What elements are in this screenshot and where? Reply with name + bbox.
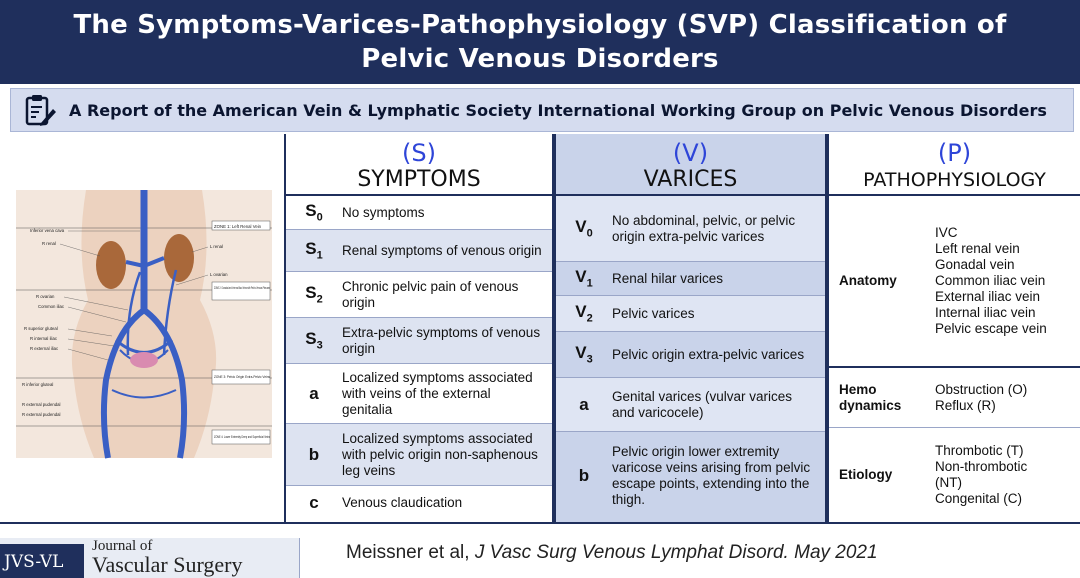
l-renal-label: L renal [210, 244, 223, 249]
row-text: Extra-pelvic symptoms of venous origin [342, 324, 541, 356]
row-code: $S_3$ [305, 329, 323, 352]
citation-journal: J Vasc Surg Venous Lymphat Disord. May 2021 [474, 542, 878, 563]
ivc-label: Inferior vena cava [30, 228, 65, 233]
row-code: $V_3$ [575, 343, 593, 366]
symptoms-title: SYMPTOMS [357, 167, 481, 192]
table-row [556, 296, 825, 332]
table-row [556, 432, 825, 520]
row-code: $V_2$ [575, 302, 593, 325]
table-row [286, 196, 552, 230]
table-row [556, 196, 825, 262]
row-text: Renal symptoms of venous origin [342, 242, 542, 258]
row-code: b [578, 466, 590, 485]
row-code: $V_0$ [575, 217, 593, 240]
row-text: No symptoms [342, 204, 425, 220]
varices-header [556, 134, 825, 196]
list-item: Common iliac vein [935, 273, 1046, 288]
row-text: Venous claudication [342, 495, 463, 510]
row-text: No abdominal, pelvic, or pelvic origin extra-pelvic varices [612, 212, 796, 244]
journal-line-2: Vascular Surgery [92, 552, 243, 577]
row-text: Renal hilar varices [612, 270, 724, 286]
table-row [286, 230, 552, 272]
r-ext-iliac-label: R external iliac [30, 346, 59, 351]
row-code: a [579, 394, 589, 414]
symptoms-column [284, 134, 554, 522]
pathophysiology-letter: (P) [937, 139, 972, 167]
hemodynamics-items [935, 382, 1027, 414]
row-text: Localized symptoms associated with pelvic origin non-saphenous leg veins [342, 430, 538, 478]
r-sup-gluteal-label: R superior gluteal [24, 326, 58, 331]
pelvic-vein-anatomy-illustration [16, 190, 272, 458]
list-item: Gonadal vein [935, 257, 1015, 272]
list-item: Non-thrombotic [935, 459, 1028, 474]
subtitle-text: A Report of the American Vein & Lymphatic Society International Working Group on Pelvic Venous Disorders [69, 100, 1047, 120]
list-item: Thrombotic (T) [935, 443, 1024, 458]
row-text: Pelvic varices [612, 305, 695, 321]
zone1-label: ZONE 1: Left Renal Vein [214, 224, 262, 229]
citation [346, 542, 878, 564]
row-code: $S_1$ [305, 239, 323, 262]
table-row [286, 272, 552, 318]
row-text: Localized symptoms associated with veins of the external genitalia [342, 369, 533, 417]
table-row [286, 318, 552, 364]
row-text: Chronic pelvic pain of venous origin [342, 278, 519, 310]
footer [0, 522, 1080, 577]
hemodynamics-row [829, 368, 1080, 428]
row-code: a [309, 383, 319, 403]
list-item: Congenital (C) [935, 491, 1023, 506]
list-item: Obstruction (O) [935, 381, 1028, 397]
pathophysiology-title: PATHOPHYSIOLOGY [863, 169, 1046, 191]
table-row [286, 424, 552, 486]
symptoms-header [286, 134, 552, 196]
varices-column [554, 134, 827, 522]
row-code: $V_1$ [575, 267, 593, 290]
title-line-1: The Symptoms-Varices-Pathophysiology (SVP) Classification of [73, 10, 1007, 40]
page-header [0, 0, 1080, 84]
journal-line-1: Journal of [92, 538, 153, 554]
etiology-row [829, 428, 1080, 522]
table-row [556, 332, 825, 378]
page-title [0, 0, 1080, 76]
list-item: Left renal vein [935, 241, 1020, 256]
table-row [556, 378, 825, 432]
list-item: (NT) [935, 475, 962, 490]
table-row [556, 262, 825, 296]
varices-letter: (V) [672, 139, 709, 167]
anatomy-items [935, 225, 1047, 337]
r-inf-gluteal-label: R inferior gluteal [22, 382, 54, 387]
row-code: $S_0$ [305, 201, 323, 224]
row-text: Pelvic origin extra-pelvic varices [612, 346, 805, 362]
zone2-label: ZONE 2: Gonadal and Internal Iliac Veins with Pelvic Venous Plexuses [214, 286, 271, 290]
clipboard-pen-icon [23, 93, 57, 127]
anatomy-drawing [16, 190, 272, 458]
anatomy-row [829, 196, 1080, 368]
table-row [286, 486, 552, 520]
l-ovarian-label: L ovarian [210, 272, 228, 277]
common-iliac-label: Common iliac [38, 304, 65, 309]
zone4-label: ZONE 4: Lower Extremity Deep and Superficial Veins [214, 435, 271, 439]
citation-author: Meissner et al, [346, 542, 475, 563]
pathophysiology-column [827, 134, 1080, 522]
row-text: Pelvic origin lower extremity varicose veins arising from pelvic escape points, extending into the thigh. [612, 444, 811, 507]
hemodynamics-label: Hemo dynamics [839, 381, 902, 413]
r-int-iliac-label: R internal iliac [30, 336, 57, 341]
zone3-label: ZONE 3: Pelvic Origin Extra-Pelvic Veins [214, 375, 271, 379]
row-text: Genital varices (vulvar varices and varicocele) [612, 388, 793, 420]
list-item: Reflux (R) [935, 397, 996, 413]
r-renal-label: R renal [42, 241, 56, 246]
row-code: b [308, 444, 320, 464]
row-code: $S_2$ [305, 283, 323, 306]
list-item: Pelvic escape vein [935, 321, 1047, 336]
etiology-items [935, 443, 1027, 507]
title-line-2: Pelvic Venous Disorders [361, 44, 719, 74]
anatomy-label: Anatomy [839, 273, 897, 288]
journal-abbr: JVS-VL [0, 544, 84, 578]
varices-title: VARICES [643, 167, 738, 192]
row-code: c [309, 493, 319, 512]
symptoms-letter: (S) [402, 139, 436, 167]
list-item: External iliac vein [935, 289, 1041, 304]
journal-logo [0, 538, 300, 578]
etiology-label: Etiology [839, 467, 893, 482]
r-ext-pudendal-label: R external pudendal [22, 402, 61, 407]
pathophysiology-header [829, 134, 1080, 196]
r-ext-pudendal-label-2: R external pudendal [22, 412, 61, 417]
r-ovarian-label: R ovarian [36, 294, 55, 299]
list-item: IVC [935, 225, 958, 240]
list-item: Internal iliac vein [935, 305, 1036, 320]
subtitle-bar [10, 88, 1074, 132]
table-row [286, 364, 552, 424]
